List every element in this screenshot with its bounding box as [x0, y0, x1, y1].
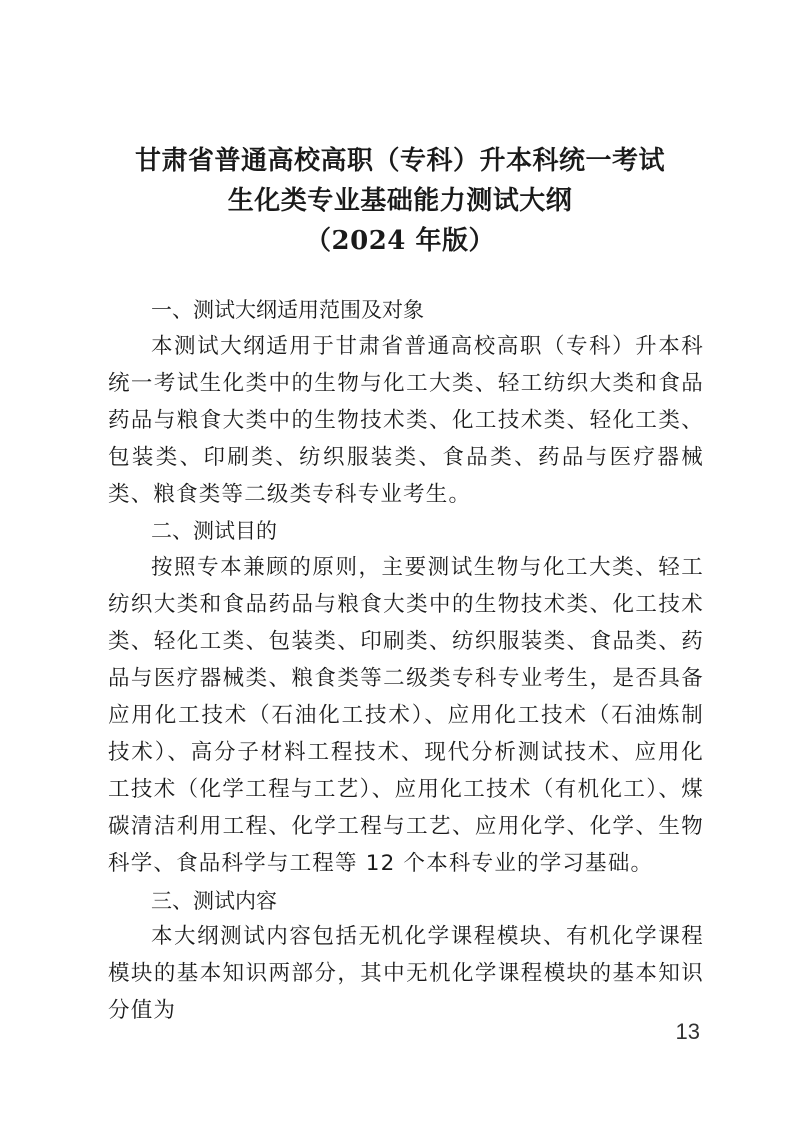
section-heading-scope: 一、测试大纲适用范围及对象 — [151, 298, 424, 322]
title-line-2: 生化类专业基础能力测试大纲 — [227, 186, 573, 216]
document-title — [0, 141, 800, 261]
section-body-purpose: 按照专本兼顾的原则，主要测试生物与化工大类、轻工纺织大类和食品药品与粮食大类中的生物技术类、化工技术类、轻化工类、包装类、印刷类、纺织服装类、食品类、药品与医疗器械类、粮食类等二级类专科专业考生，是否具备应用化工技术（石油化工技术）、应用化工技术（石油炼制技术）、高分子材料工程技术、现代分析测试技术、应用化工技术（化学工程与工艺）、应用化工技术（有机化工）、煤碳清洁利用工程、化学工程与工艺、应用化学、化学、生物科学、食品科学与工程等 12 个本科专业的学习基础。 — [108, 555, 704, 876]
section-heading-purpose: 二、测试目的 — [151, 519, 277, 544]
title-line-3: （2024 年版） — [305, 226, 495, 256]
section-body-content: 本大纲测试内容包括无机化学课程模块、有机化学课程模块的基本知识两部分，其中无机化学课程模块的基本知识分值为 — [108, 924, 704, 1024]
section-body-scope: 本测试大纲适用于甘肃省普通高校高职（专科）升本科统一考试生化类中的生物与化工大类、轻工纺织大类和食品药品与粮食大类中的生物技术类、化工技术类、轻化工类、包装类、印刷类、纺织服装类、食品类、药品与医疗器械类、粮食类等二级类专科专业考生。 — [108, 333, 704, 507]
document-body — [108, 292, 704, 1030]
section-heading-content: 三、测试内容 — [151, 888, 277, 913]
page-number: 13 — [675, 1019, 700, 1044]
title-line-1: 甘肃省普通高校高职（专科）升本科统一考试 — [134, 146, 665, 176]
